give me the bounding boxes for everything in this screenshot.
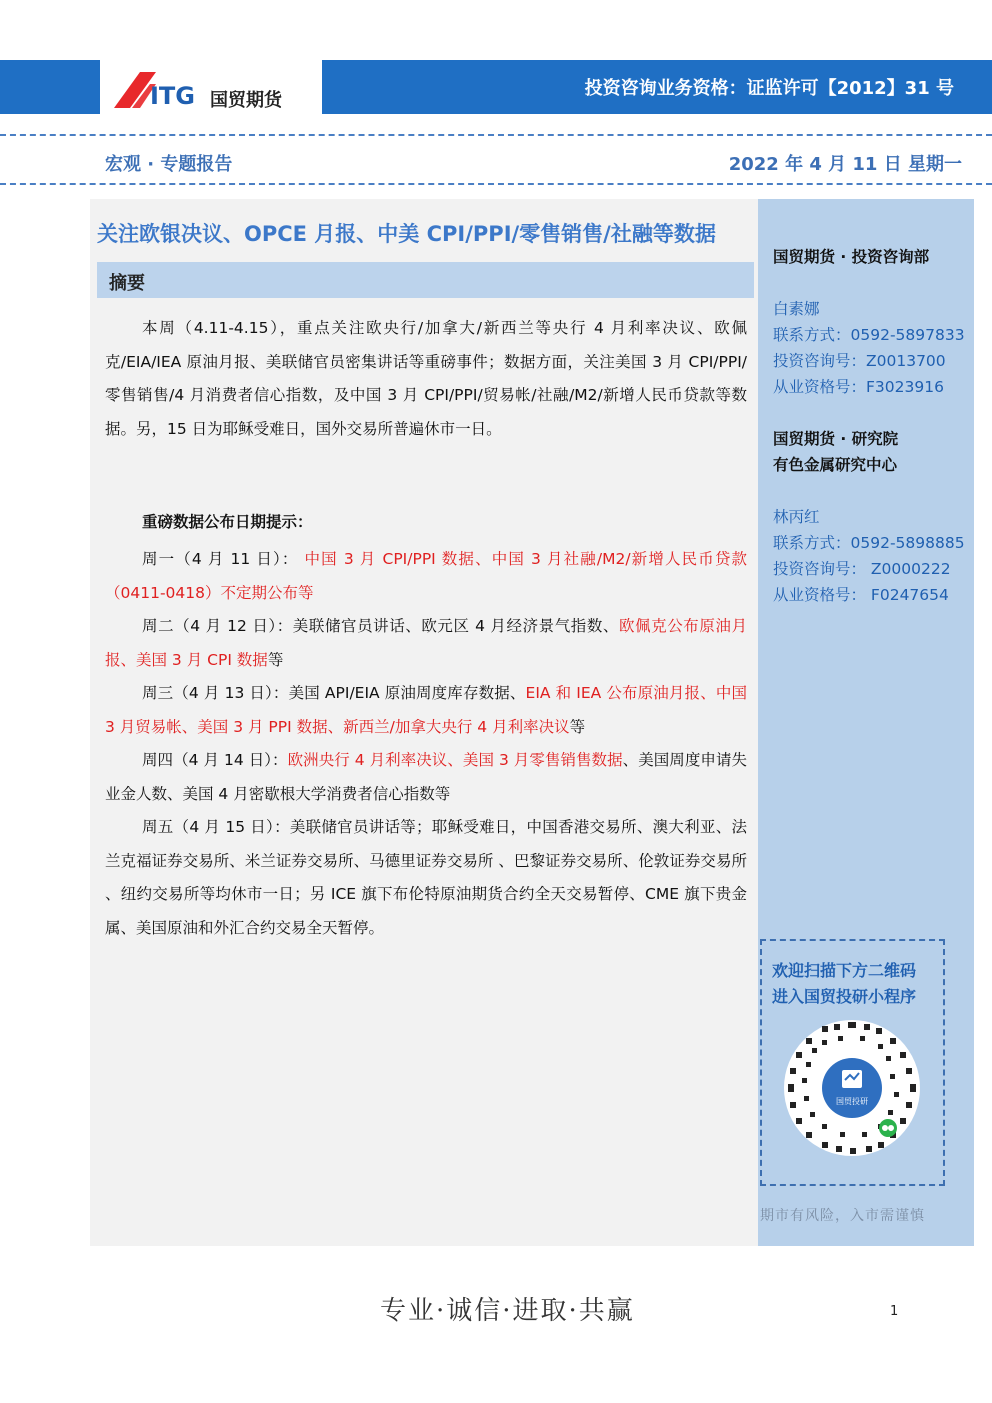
day-monday: 周一（4 月 11 日）： 中国 3 月 CPI/PPI 数据、中国 3 月社融/M2/新增人民币贷款（0411-0418）不定期公布等 xyxy=(105,550,747,602)
header-divider-bottom xyxy=(0,183,992,185)
header-divider-top xyxy=(0,134,992,136)
mini-program-qr-code[interactable] xyxy=(782,1018,922,1158)
analyst2-practice-no: 从业资格号： F0247654 xyxy=(773,586,949,604)
analyst1-consult-no: 投资咨询号：Z0013700 xyxy=(773,352,946,370)
report-type: 宏观 · 专题报告 xyxy=(105,154,233,175)
report-title: 关注欧银决议、OPCE 月报、中美 CPI/PPI/零售销售/社融等数据 xyxy=(97,222,716,246)
intro-text: 本周（4.11-4.15），重点关注欧央行/加拿大/新西兰等央行 4 月利率决议、欧佩克/EIA/IEA 原油月报、美联储官员密集讲话等重磅事件；数据方面，关注美国 3 月 CPI/PPI/零售销售/4 月消费者信心指数，及中国 3 月 CPI/PPI/贸易帐/社融/M2/新增人民币贷款等数据。另，15 日为耶稣受难日，国外交易所普遍休市一日。 xyxy=(105,319,747,438)
qualification-notice: 投资咨询业务资格：证监许可【2012】31 号 xyxy=(584,78,954,99)
qr-caption-line1: 欢迎扫描下方二维码 xyxy=(772,961,917,980)
calendar-list xyxy=(105,543,747,945)
day-wednesday: 周三（4 月 13 日）：美国 API/EIA 原油周度库存数据、EIA 和 IEA 公布原油月报、中国 3 月贸易帐、美国 3 月 PPI 数据、新西兰/加拿大央行 4 月利率决议等 xyxy=(105,684,747,736)
analyst1-contact: 联系方式：0592-5897833 xyxy=(773,326,965,344)
summary-label: 摘要 xyxy=(109,273,145,294)
day-thursday: 周四（4 月 14 日）：欧洲央行 4 月利率决议、美国 3 月零售销售数据、美国周度申请失业金人数、美国 4 月密歇根大学消费者信心指数等 xyxy=(105,751,747,803)
day-friday: 周五（4 月 15 日）：美联储官员讲话等；耶稣受难日，中国香港交易所、澳大利亚、法兰克福证券交易所、米兰证券交易所、马德里证券交易所 、巴黎证券交易所、伦敦证券交易所 、纽约交易所等均休市一日；另 ICE 旗下布伦特原油期货合约全天交易暂停、CME 旗下贵金属、美国原油和外汇合约交易全天暂停。 xyxy=(105,818,747,937)
analyst2-consult-no: 投资咨询号： Z0000222 xyxy=(773,560,951,578)
company-logo xyxy=(100,60,322,114)
analyst1-practice-no: 从业资格号：F3023916 xyxy=(773,378,944,396)
analyst2-name: 林丙红 xyxy=(773,508,820,526)
sidebar-dept2-line1: 国贸期货 · 研究院 xyxy=(773,430,899,448)
risk-notice: 期市有风险，入市需谨慎 xyxy=(760,1208,925,1224)
calendar-heading: 重磅数据公布日期提示： xyxy=(142,513,313,531)
sidebar-dept2-line2: 有色金属研究中心 xyxy=(773,456,898,474)
qr-center-label: 国贸投研 xyxy=(836,1097,868,1106)
intro-paragraph xyxy=(105,312,747,446)
qr-caption-line2: 进入国贸投研小程序 xyxy=(772,987,917,1006)
sidebar-dept1: 国贸期货 · 投资咨询部 xyxy=(773,248,930,266)
logo-text-cn: 国贸期货 xyxy=(210,90,282,111)
logo-text-en: ITG xyxy=(150,82,195,110)
report-date: 2022 年 4 月 11 日 星期一 xyxy=(728,154,962,175)
day-tuesday: 周二（4 月 12 日）：美联储官员讲话、欧元区 4 月经济景气指数、欧佩克公布原油月报、美国 3 月 CPI 数据等 xyxy=(105,617,747,669)
company-motto: 专业·诚信·进取·共赢 xyxy=(380,1296,635,1326)
analyst1-name: 白素娜 xyxy=(773,300,820,318)
summary-bar xyxy=(97,262,754,298)
page-number: 1 xyxy=(890,1304,899,1319)
analyst2-contact: 联系方式：0592-5898885 xyxy=(773,534,965,552)
